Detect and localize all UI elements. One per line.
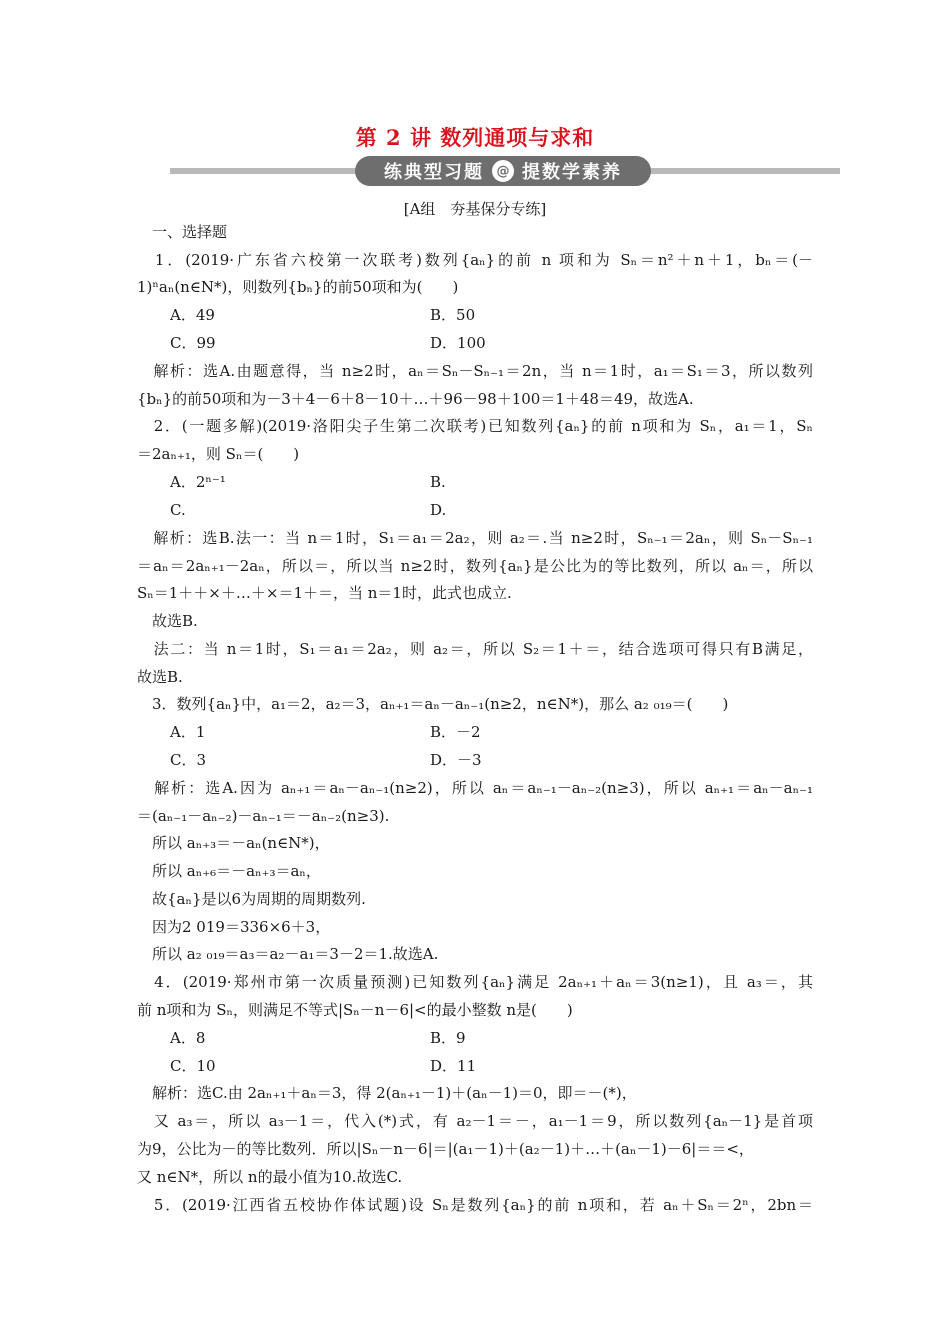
text-line: 5．(2019·江西省五校协作体试题)设 Sₙ是数列{aₙ}的前 n项和，若 aₙ＋Sₙ＝2ⁿ，2bn＝: [137, 1196, 813, 1214]
text-line: 解析：选B.法一：当 n＝1时，S₁＝a₁＝2a₂，则 a₂＝.当 n≥2时，Sₙ₋₁＝2aₙ，则 Sₙ－Sₙ₋₁: [137, 529, 813, 547]
page-title: 第 2 讲 数列通项与求和: [355, 125, 595, 150]
text-line: B.: [430, 473, 446, 491]
text-line: B．9: [430, 1029, 466, 1047]
text-line: 故选B.: [137, 668, 183, 686]
section-banner: [170, 155, 840, 187]
text-line: ＝(aₙ₋₁－aₙ₋₂)－aₙ₋₁＝－aₙ₋₂(n≥3).: [137, 807, 390, 825]
text-line: 故选B.: [152, 612, 198, 630]
text-line: 1)ⁿaₙ(n∈N*)，则数列{bₙ}的前50项和为( ): [137, 278, 459, 296]
text-line: Sₙ＝1＋＋×＋…＋×＝1＋＝，当 n＝1时，此式也成立.: [137, 584, 512, 602]
text-line: C．3: [170, 751, 207, 769]
text-line: A．2ⁿ⁻¹: [170, 473, 226, 491]
text-line: D．11: [430, 1057, 477, 1075]
text-line: 为9，公比为－的等比数列．所以|Sₙ－n－6|＝|(a₁－1)＋(a₂－1)＋…＋(aₙ－1)－6|＝＝<，: [137, 1140, 754, 1158]
text-line: 前 n项和为 Sₙ，则满足不等式|Sₙ－n－6|<的最小整数 n是( ): [137, 1001, 573, 1019]
text-line: 所以 aₙ₊₃＝－aₙ(n∈N*)，: [152, 834, 330, 852]
text-line: C．10: [170, 1057, 216, 1075]
banner-pill: [355, 156, 651, 186]
text-line: C.: [170, 501, 186, 519]
text-line: 解析：选A.因为 aₙ₊₁＝aₙ－aₙ₋₁(n≥2)，所以 aₙ＝aₙ₋₁－aₙ₋₂(n≥3)，所以 aₙ₊₁＝aₙ－aₙ₋₁: [137, 779, 813, 797]
text-line: 因为2 019＝336×6＋3，: [152, 918, 331, 936]
text-line: 1．(2019·广东省六校第一次联考)数列{aₙ}的前 n 项和为 Sₙ＝n²＋n＋1，bₙ＝(－: [137, 251, 813, 269]
text-line: 故{aₙ}是以6为周期的周期数列.: [152, 890, 366, 908]
banner-left-text: 练典型习题: [384, 162, 484, 183]
text-line: D．100: [430, 334, 486, 352]
text-line: A．8: [170, 1029, 206, 1047]
text-line: 所以 a₂ ₀₁₉＝a₃＝a₂－a₁＝3－2＝1.故选A.: [152, 945, 439, 963]
text-line: 4．(2019·郑州市第一次质量预测)已知数列{aₙ}满足 2aₙ₊₁＋aₙ＝3(n≥1)，且 a₃＝，其: [137, 973, 813, 991]
text-line: 解析：选C.由 2aₙ₊₁＋aₙ＝3，得 2(aₙ₊₁－1)＋(aₙ－1)＝0，即＝－(*)，: [152, 1084, 637, 1102]
text-line: 又 n∈N*，所以 n的最小值为10.故选C.: [137, 1168, 403, 1186]
text-line: D．－3: [430, 751, 482, 769]
text-line: 2．(一题多解)(2019·洛阳尖子生第二次联考)已知数列{aₙ}的前 n项和为 Sₙ，a₁＝1，Sₙ: [137, 417, 813, 435]
group-heading: [A组 夯基保分专练]: [403, 200, 547, 218]
text-line: ＝2aₙ₊₁，则 Sₙ＝( ): [137, 445, 300, 463]
text-line: A．1: [170, 723, 206, 741]
text-line: 解析：选A.由题意得，当 n≥2时，aₙ＝Sₙ－Sₙ₋₁＝2n，当 n＝1时，a₁＝S₁＝3，所以数列: [137, 362, 813, 380]
at-circle-icon: @: [492, 160, 514, 182]
text-line: C．99: [170, 334, 216, 352]
text-line: 所以 aₙ₊₆＝－aₙ₊₃＝aₙ，: [152, 862, 321, 880]
banner-right-text: 提数学素养: [522, 162, 622, 183]
text-line: B．－2: [430, 723, 481, 741]
text-line: ＝aₙ＝2aₙ₊₁－2aₙ，所以＝，所以当 n≥2时，数列{aₙ}是公比为的等比数列，所以 aₙ＝，所以: [137, 557, 813, 575]
text-line: 又 a₃＝，所以 a₃－1＝，代入(*)式，有 a₂－1＝－，a₁－1＝9，所以数列{aₙ－1}是首项: [137, 1112, 813, 1130]
text-line: 一、选择题: [152, 223, 228, 241]
text-line: {bₙ}的前50项和为－3＋4－6＋8－10＋…＋96－98＋100＝1＋48＝49，故选A.: [137, 390, 694, 408]
text-line: B．50: [430, 306, 476, 324]
text-line: A．49: [170, 306, 215, 324]
text-line: D.: [430, 501, 447, 519]
text-line: 法二：当 n＝1时，S₁＝a₁＝2a₂，则 a₂＝，所以 S₂＝1＋＝，结合选项可得只有B满足，: [137, 640, 813, 658]
text-line: 3．数列{aₙ}中，a₁＝2，a₂＝3，aₙ₊₁＝aₙ－aₙ₋₁(n≥2，n∈N*)，那么 a₂ ₀₁₉＝( ): [152, 695, 729, 713]
